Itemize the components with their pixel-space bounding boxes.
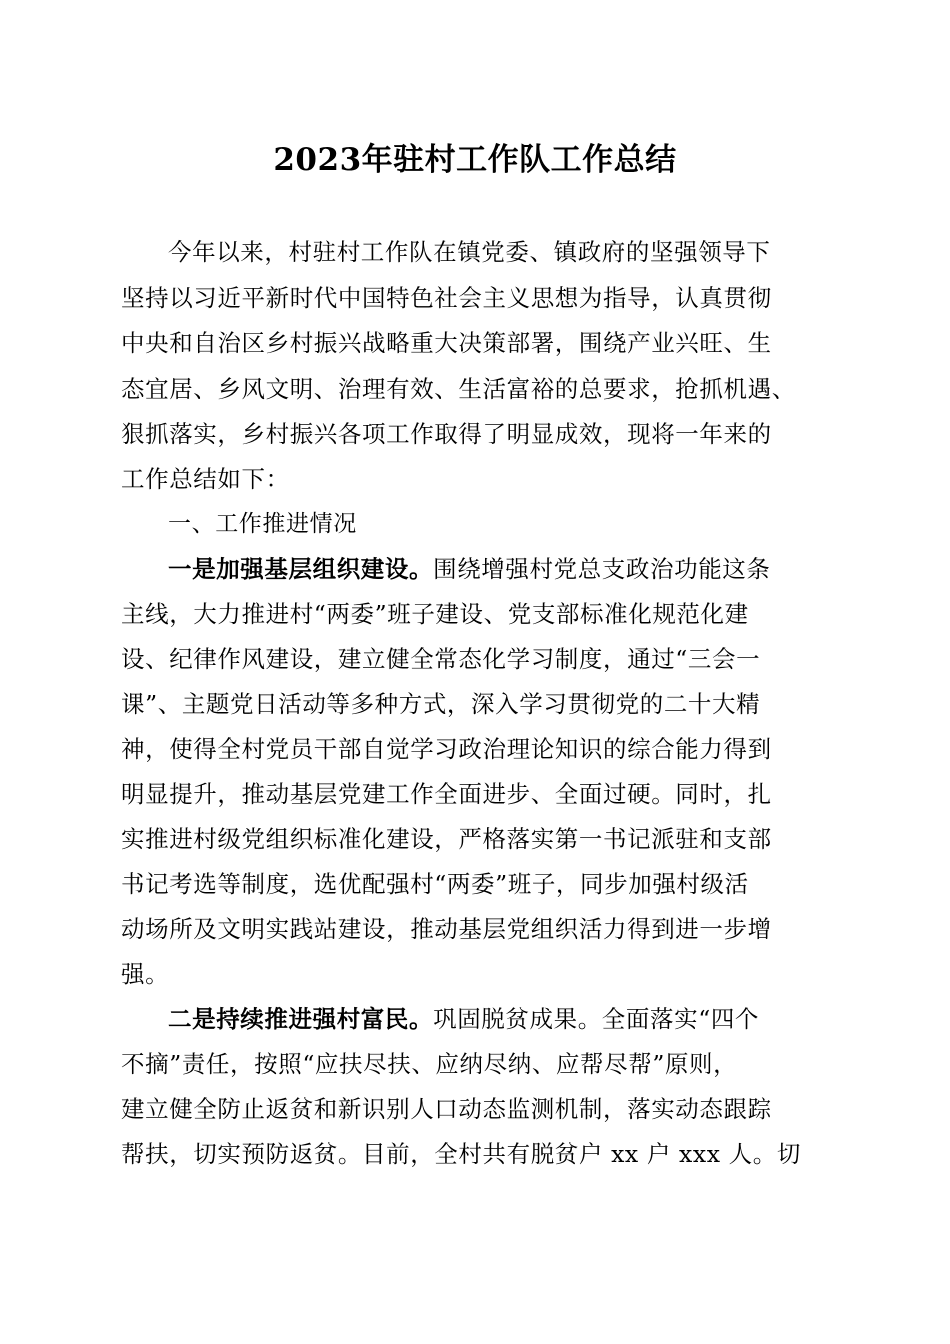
paragraph-line: 神，使得全村党员干部自觉学习政治理论知识的综合能力得到 bbox=[121, 735, 772, 763]
paragraph-line: 帮扶，切实预防返贫。目前，全村共有脱贫户 xx 户 xxx 人。切 bbox=[121, 1140, 801, 1168]
intro-line: 今年以来，村驻村工作队在镇党委、镇政府的坚强领导下 bbox=[168, 238, 771, 266]
paragraph-text: 巩固脱贫成果。全面落实“四个 bbox=[433, 1005, 760, 1033]
paragraph-line: 强。 bbox=[121, 960, 170, 988]
paragraph-line: 主线，大力推进村“两委”班子建设、党支部标准化规范化建 bbox=[121, 600, 749, 628]
paragraph-lead: 一是加强基层组织建设。 bbox=[168, 555, 434, 583]
intro-line: 坚持以习近平新时代中国特色社会主义思想为指导，认真贯彻 bbox=[121, 284, 772, 312]
paragraph-line: 动场所及文明实践站建设，推动基层党组织活力得到进一步增 bbox=[121, 915, 772, 943]
section-heading: 一、工作推进情况 bbox=[168, 511, 357, 537]
paragraph-text: 围绕增强村党总支政治功能这条 bbox=[433, 555, 771, 583]
paragraph-line: 书记考选等制度，选优配强村“两委”班子，同步加强村级活 bbox=[121, 870, 749, 898]
paragraph-line: 不摘”责任，按照“应扶尽扶、应纳尽纳、应帮尽帮”原则， bbox=[121, 1050, 738, 1078]
paragraph-first-line bbox=[168, 552, 888, 586]
document-title: 2023年驻村工作队工作总结 bbox=[273, 142, 677, 178]
paragraph-line: 实推进村级党组织标准化建设，严格落实第一书记派驻和支部 bbox=[121, 825, 772, 853]
paragraph-lead: 二是持续推进强村富民。 bbox=[168, 1005, 434, 1033]
intro-line: 态宜居、乡风文明、治理有效、生活富裕的总要求，抢抓机遇、 bbox=[121, 375, 796, 403]
paragraph-line: 建立健全防止返贫和新识别人口动态监测机制，落实动态跟踪 bbox=[121, 1095, 772, 1123]
paragraph-line: 设、纪律作风建设，建立健全常态化学习制度，通过“三会一 bbox=[121, 645, 761, 673]
paragraph-first-line bbox=[168, 1002, 888, 1036]
intro-line: 狠抓落实，乡村振兴各项工作取得了明显成效，现将一年来的 bbox=[121, 420, 772, 448]
intro-line: 工作总结如下： bbox=[121, 465, 290, 493]
paragraph-line: 课”、主题党日活动等多种方式，深入学习贯彻党的二十大精 bbox=[121, 690, 761, 718]
intro-line: 中央和自治区乡村振兴战略重大决策部署，围绕产业兴旺、生 bbox=[121, 329, 772, 357]
paragraph-line: 明显提升，推动基层党建工作全面进步、全面过硬。同时，扎 bbox=[121, 780, 772, 808]
